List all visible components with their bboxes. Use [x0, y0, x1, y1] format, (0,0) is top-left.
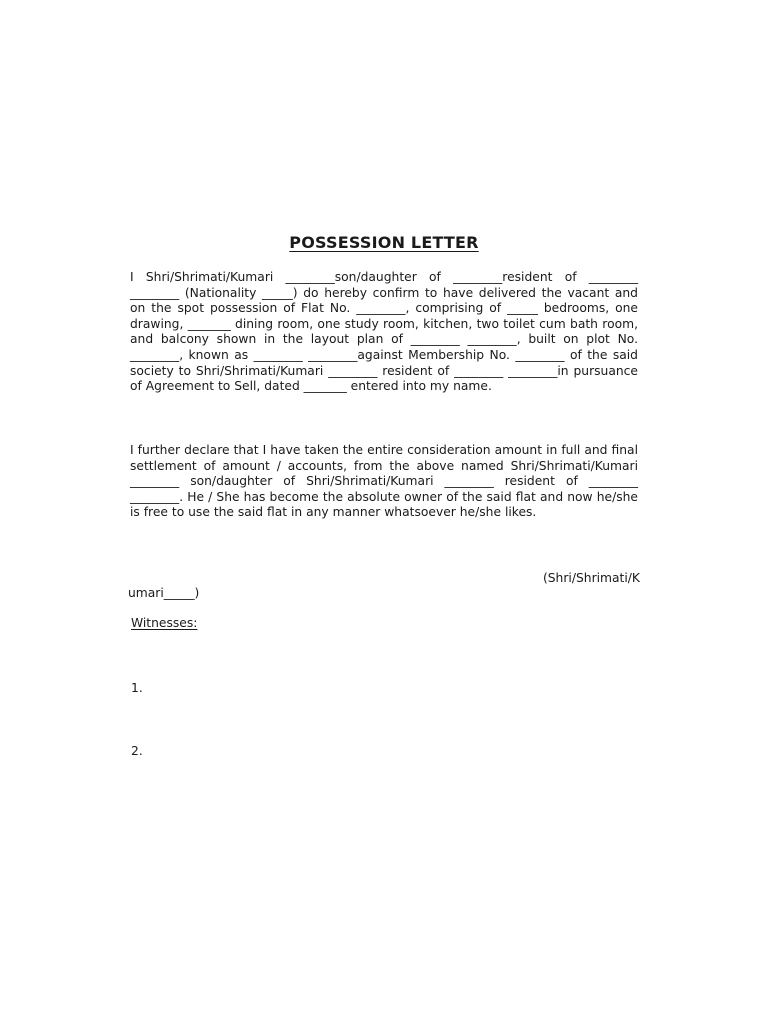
witnesses-heading: Witnesses:: [131, 616, 198, 630]
signature-line-left: umari_____): [128, 586, 200, 600]
confirmation-paragraph: I Shri/Shrimati/Kumari ________son/daughter of ________resident of ________ ________ (Nationality _____) do hereby confirm to have delivered the vacant and on the spot possession of Flat No. ________, comprising of _____ bedrooms, one drawing, _______ dining room, one study room, kitchen, two toilet cum bath room, and balcony shown in the layout plan of ________ ________, built on plot No. ________, known as ________ ________against Membership No. ________ of the said society to Shri/Shrimati/Kumari ________ resident of ________ ________in pursuance of Agreement to Sell, dated _______ entered into my name.: [130, 270, 638, 394]
signature-line-right: (Shri/Shrimati/K: [542, 571, 640, 585]
document-title: POSSESSION LETTER: [289, 233, 479, 252]
declaration-paragraph: I further declare that I have taken the entire consideration amount in full and final settlement of amount / accounts, from the above named Shri/Shrimati/Kumari ________ son/daughter of Shri/Shrimati/Kumari ________ resident of ________ ________. He / She has become the absolute owner of the said flat and now he/she is free to use the said flat in any manner whatsoever he/she likes.: [130, 443, 638, 520]
witness-item-1: 1.: [131, 681, 143, 695]
witness-item-2: 2.: [131, 744, 143, 758]
